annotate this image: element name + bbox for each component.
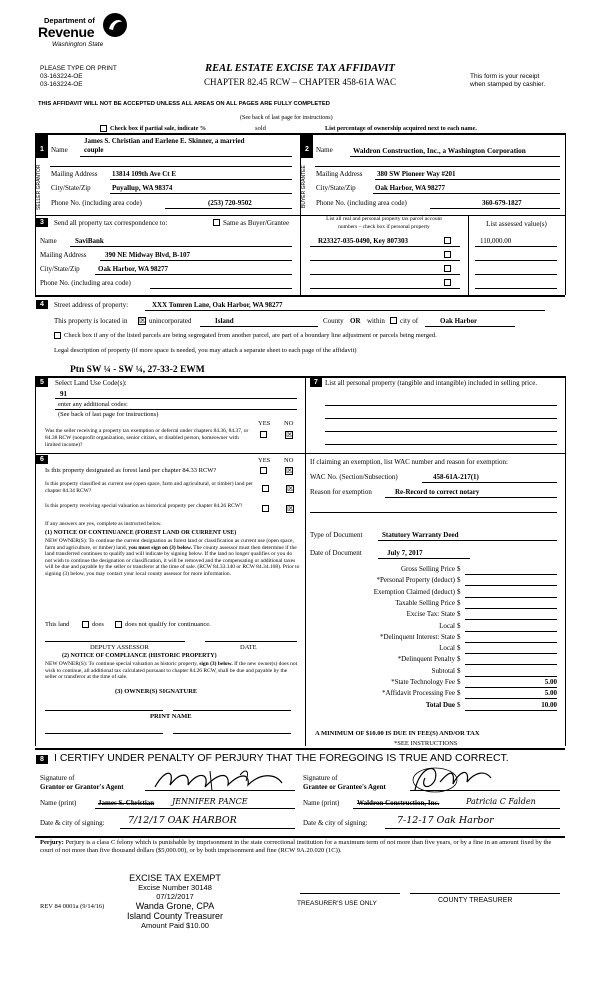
notice1-body1: NEW OWNER(S): To continue the current designation as forest land or classification as current use (open space, farm and agriculture, or timber) land, <box>45 538 294 551</box>
sec6-q3-yes-checkbox[interactable] <box>262 505 269 512</box>
section-2-marker: 2 <box>301 134 313 158</box>
reason-value[interactable]: Re-Record to correct notary <box>395 488 480 496</box>
within-label: within <box>367 317 385 325</box>
sec6-q2: Is this property classified as current use (open space, farm and agricultural, or timber) land per chapter 84.34 RCW? <box>45 481 253 494</box>
form-revision: REV 84 0001a (9/14/16) <box>40 903 105 910</box>
sec6-yes-header: YES <box>258 457 271 464</box>
see-instructions-note: *SEE INSTRUCTIONS <box>394 740 458 747</box>
stamp-number: Excise Number 30148 <box>138 883 212 892</box>
tax-line-label: Total Due <box>425 700 455 709</box>
print-name-label: PRINT NAME <box>150 713 192 720</box>
form-code-1: 03-163224-OE <box>40 73 83 80</box>
segregated-checkbox[interactable] <box>54 332 61 339</box>
buyer-city[interactable]: Oak Harbor, WA 98277 <box>375 184 446 192</box>
ownership-note: List percentage of ownership acquired next to each name. <box>325 125 477 132</box>
grantor-sig-label-1: Signature of <box>40 774 75 782</box>
legal-desc-label: Legal description of property (if more space is needed, you may attach a separate sheet to each page of the affidavit) <box>54 347 357 354</box>
street-address[interactable]: XXX Tomren Lane, Oak Harbor, WA 98277 <box>152 301 283 309</box>
assessed-value[interactable]: 110,000.00 <box>480 237 512 245</box>
stamp-title: EXCISE TAX EXEMPT <box>129 873 221 883</box>
dor-logo <box>38 10 128 56</box>
doc-date-label: Date of Document <box>310 549 362 557</box>
sec6-no-header: NO <box>284 457 294 464</box>
reason-label: Reason for exemption <box>310 488 372 496</box>
perjury-text: Perjury is a class C felony which is punishable by imprisonment in the state correctional institution for a maximum term of not more than five years, or by a fine in an amount fixed by the court of not more than five thousand dollars ($5,000.00), or by both imprisonment and fine (RCW 9A.20.020 (1C)). <box>40 839 552 854</box>
parcel-header-2: numbers – check box if personal property <box>338 224 430 230</box>
stamp-amount: Amount Paid $10.00 <box>141 921 209 930</box>
corr-city-label: City/State/Zip <box>40 265 80 273</box>
tax-line-underline <box>465 597 557 598</box>
notice2-body <box>45 661 300 681</box>
grantee-signature <box>395 760 505 794</box>
section-3-marker: 3 <box>36 218 48 227</box>
partial-sale-label: Check box if partial sale, indicate % <box>110 125 207 132</box>
tax-line-label: *Personal Property (deduct) <box>376 576 455 585</box>
corr-mailing[interactable]: 390 NE Midway Blvd, B-107 <box>105 251 190 259</box>
tax-line <box>305 644 565 654</box>
land-use-see-back: (See back of last page for instructions) <box>58 411 159 418</box>
seller-city-label: City/State/Zip <box>51 184 91 192</box>
doc-type-label: Type of Document <box>310 531 363 539</box>
buyer-side-label: BUYER GRANTEE <box>301 165 307 209</box>
section-1-marker: 1 <box>36 134 48 158</box>
grantor-sig-label-2: Grantor or Grantor's Agent <box>40 783 124 791</box>
tax-line-dollar: $ <box>457 632 461 641</box>
city-value[interactable]: Oak Harbor <box>440 317 478 325</box>
sec6-q1-no-checkbox[interactable]: ☒ <box>286 466 294 475</box>
tax-line <box>305 701 565 711</box>
parcel-4-personal-checkbox[interactable] <box>444 279 451 286</box>
grantor-signature <box>150 767 290 793</box>
grantee-sig-label-2: Grantee or Grantee's Agent <box>303 783 386 791</box>
tax-line-underline <box>465 676 557 677</box>
tax-line-dollar: $ <box>457 700 461 709</box>
sec6-q3: Is this property receiving special valuation as historical property per chapter 84.26 RCW? <box>45 503 243 509</box>
seller-phone-label: Phone No. (including area code) <box>51 199 142 207</box>
land-use-code[interactable]: 91 <box>60 390 67 398</box>
city-of-label: city of <box>400 317 419 325</box>
sec5-q1-no-checkbox[interactable]: ☒ <box>286 430 294 439</box>
tax-line <box>305 689 565 699</box>
receipt-note-1: This form is your receipt <box>470 73 540 80</box>
grantor-name-print[interactable]: James S. Christian <box>98 799 155 807</box>
segregated-label: Check box if any of the listed parcels are being segregated from another parcel, are part of a boundary line adjustment or parcels being merged. <box>64 332 437 339</box>
tax-line-underline <box>465 710 557 711</box>
tax-line-dollar: $ <box>457 666 461 675</box>
assessed-header: List assessed value(s) <box>486 220 547 228</box>
tax-line <box>305 610 565 620</box>
certify-statement: I CERTIFY UNDER PENALTY OF PERJURY THAT THE FOREGOING IS TRUE AND CORRECT. <box>54 752 509 764</box>
tax-line-underline <box>465 631 557 632</box>
personal-property-label: List all personal property (tangible and intangible) included in selling price. <box>325 379 538 387</box>
sec6-q3-no-checkbox[interactable]: ☒ <box>287 504 295 513</box>
tax-line-label: Local <box>439 644 455 653</box>
notice2-title: (2) NOTICE OF COMPLIANCE (HISTORIC PROPERTY) <box>62 653 217 659</box>
tax-line-label: Taxable Selling Price <box>395 598 455 607</box>
buyer-name-label: Name <box>316 146 333 154</box>
tax-line-label: Exemption Claimed (deduct) <box>373 587 455 596</box>
tax-line-dollar: $ <box>457 587 461 596</box>
seller-name-label: Name <box>51 146 68 154</box>
corr-mailing-label: Mailing Address <box>40 251 87 259</box>
buyer-mailing[interactable]: 380 SW Pioneer Way #201 <box>377 170 456 178</box>
treasurer-use-label: TREASURER'S USE ONLY <box>297 900 377 907</box>
located-label: This property is located in <box>54 317 128 325</box>
does-not-label: does not qualify for continuance. <box>125 621 211 628</box>
this-land-label: This land <box>45 621 70 628</box>
sec5-no-header: NO <box>284 420 294 427</box>
section-5-marker: 5 <box>36 378 48 387</box>
does-label: does <box>92 621 104 628</box>
wac-label: WAC No. (Section/Subsection) <box>310 473 398 481</box>
tax-line-dollar: $ <box>457 610 461 619</box>
tax-line-value[interactable]: 5.00 <box>544 678 557 686</box>
buyer-phone-label: Phone No. (including area code) <box>316 199 407 207</box>
notice1-title: (1) NOTICE OF CONTINUANCE (FOREST LAND OR CURRENT USE) <box>45 530 237 536</box>
county-treasurer-label: COUNTY TREASURER <box>438 897 513 904</box>
logo-line3: Washington State <box>52 41 104 48</box>
tax-line <box>305 667 565 677</box>
tax-line-underline <box>465 653 557 654</box>
tax-line <box>305 633 565 643</box>
tax-line-label: *Affidavit Processing Fee <box>382 689 455 698</box>
tax-line-value[interactable]: 5.00 <box>544 689 557 698</box>
tax-line-dollar: $ <box>457 678 461 686</box>
grantor-name-handwritten: JENNIFER PANCE <box>172 797 248 806</box>
seller-mailing[interactable]: 13814 109th Ave Ct E <box>112 170 177 178</box>
notice1-body <box>45 538 300 577</box>
tax-line-label: Gross Selling Price <box>400 565 455 573</box>
tax-line-dollar: $ <box>457 644 461 653</box>
tax-line-label: Local <box>439 621 455 630</box>
logo-line2: Revenue <box>38 24 95 40</box>
notice2-body1: NEW OWNER(S): To continue special valuation as historic property, <box>45 661 198 667</box>
doc-type-value[interactable]: Statutory Warranty Deed <box>382 531 459 539</box>
seller-city[interactable]: Puyallup, WA 98374 <box>112 184 173 192</box>
tax-line-underline <box>465 698 557 699</box>
perjury-statement <box>40 839 565 855</box>
does-not-checkbox[interactable] <box>115 621 122 628</box>
buyer-mailing-label: Mailing Address <box>316 170 363 178</box>
corr-phone-label: Phone No. (including area code) <box>40 279 131 287</box>
notice1-body2: The county assessor must then determine if the land transferred continues to qualify and will indicate by signing below. If the land no longer qualifies or you do not wish to continue the designation or classification, it will be removed and the compensating or additional taxes will be due and payable by the seller or transferor at the time of sale. (RCW 84.33.140 or RCW 84.34.108). Prior to signing (3) below, you may contact your local county assessor for more information. <box>45 544 300 577</box>
tax-line-underline <box>465 664 557 665</box>
wac-value[interactable]: 458-61A-217(1) <box>433 473 479 481</box>
perjury-label: Perjury: <box>40 839 64 846</box>
tax-line <box>305 599 565 609</box>
logo-line1: Department of <box>44 16 95 25</box>
stamp-date: 07/12/2017 <box>156 892 194 901</box>
section-8-marker: 8 <box>36 755 48 764</box>
section-7-marker: 7 <box>310 378 322 387</box>
buyer-city-label: City/State/Zip <box>316 184 356 192</box>
form-subtitle: CHAPTER 82.45 RCW – CHAPTER 458-61A WAC <box>204 77 396 87</box>
tax-line-dollar: $ <box>457 689 461 698</box>
minimum-fee-note: A MINIMUM OF $10.00 IS DUE IN FEE(S) AND/OR TAX <box>315 730 480 737</box>
tax-line-label: Excise Tax: State <box>406 610 455 619</box>
tax-line <box>305 622 565 632</box>
see-back-note: (See back of last page for instructions) <box>240 115 333 121</box>
street-label: Street address of property: <box>54 301 129 309</box>
tax-line-underline <box>465 608 557 609</box>
grantee-name-print[interactable]: Waldron Construction, Inc. <box>357 799 440 807</box>
tax-line-dollar: $ <box>457 655 461 664</box>
legal-description[interactable]: Ptn SW ¼ - SW ¼, 27-33-2 EWM <box>70 365 205 375</box>
corr-name-label: Name <box>40 237 57 245</box>
tax-line-underline <box>465 642 557 643</box>
tax-line-label: *Delinquent Penalty <box>397 655 455 664</box>
city-checkbox[interactable] <box>390 317 397 324</box>
exemption-label: If claiming an exemption, list WAC number and reason for exemption: <box>310 458 508 466</box>
excise-stamp <box>110 873 240 930</box>
tax-line-label: *State Technology Fee <box>391 678 455 686</box>
sec6-q1-yes-checkbox[interactable] <box>260 467 267 474</box>
tax-line-label: *Delinquent Interest: State <box>379 632 455 641</box>
stamp-office: Island County Treasurer <box>126 911 224 921</box>
sec6-q1: Is this property designated as forest land per chapter 84.33 RCW? <box>45 467 217 474</box>
tax-line-underline <box>465 619 557 620</box>
owner-signature-label: (3) OWNER(S) SIGNATURE <box>115 688 198 695</box>
stamp-name: Wanda Grone, CPA <box>135 901 215 911</box>
send-correspondence-label: Send all property tax correspondence to: <box>54 219 168 227</box>
section-4-marker: 4 <box>36 300 48 309</box>
corr-name[interactable]: SaviBank <box>75 237 104 245</box>
sec6-q2-no-checkbox[interactable]: ☒ <box>287 484 295 493</box>
tax-line-dollar: $ <box>457 576 461 585</box>
county-value[interactable]: Island <box>215 317 234 325</box>
grantor-name-label: Name (print) <box>40 799 77 807</box>
sec6-q4: If any answers are yes, complete as instructed below. <box>45 521 162 527</box>
corr-city[interactable]: Oak Harbor, WA 98277 <box>98 265 169 273</box>
does-checkbox[interactable] <box>82 621 89 628</box>
additional-codes-label: enter any additional codes: <box>58 401 128 408</box>
partial-sale-checkbox[interactable] <box>100 125 107 132</box>
seller-side-label: SELLER GRANTOR <box>36 164 42 210</box>
notice1-bold: you must sign on (3) below. <box>128 544 192 551</box>
tax-line <box>305 576 565 586</box>
tax-line-dollar: $ <box>457 598 461 607</box>
seller-name-line2[interactable]: couple <box>84 146 104 154</box>
grantee-sig-label-1: Signature of <box>303 774 338 782</box>
same-as-buyer-label: Same as Buyer/Grantee <box>223 219 290 227</box>
parcel-2-personal-checkbox[interactable] <box>444 251 451 258</box>
notice2-bold: sign (3) below. <box>199 661 233 667</box>
warning-text: THIS AFFIDAVIT WILL NOT BE ACCEPTED UNLESS ALL AREAS ON ALL PAGES ARE FULLY COMPLETED <box>38 101 330 107</box>
grantee-date-label: Date & city of signing: <box>303 819 368 827</box>
tax-line-underline <box>465 574 557 575</box>
form-code-2: 03-163224-OE <box>40 81 83 88</box>
sec5-q1-yes-checkbox[interactable] <box>260 431 267 438</box>
grantor-date-label: Date & city of signing: <box>40 819 105 827</box>
doc-date-value[interactable]: July 7, 2017 <box>387 549 423 557</box>
grantee-name-label: Name (print) <box>303 799 340 807</box>
parcel-3-personal-checkbox[interactable] <box>444 265 451 272</box>
seller-mailing-label: Mailing Address <box>51 170 98 178</box>
county-label: County <box>323 317 344 325</box>
buyer-name[interactable]: Waldron Construction, Inc., a Washington Corporation <box>353 146 526 155</box>
parcel-number[interactable]: R23327-035-0490, Key 807303 <box>318 237 409 245</box>
sec6-q2-yes-checkbox[interactable] <box>262 485 269 492</box>
notice2-body2: If the new owner(s) does not wish to continue, all additional tax calculated pursuant to chapter 84.26 RCW, shall be due and payable by the seller or transferor at the time of sale. <box>45 661 298 680</box>
same-as-buyer-checkbox[interactable] <box>213 219 220 226</box>
tax-line-underline <box>465 585 557 586</box>
tax-line <box>305 565 565 575</box>
buyer-phone[interactable]: 360-679-1827 <box>482 199 522 207</box>
parcel-1-personal-checkbox[interactable] <box>444 237 451 244</box>
seller-name-line1[interactable]: James S. Christian and Earlene E. Skinner, a married <box>84 137 245 145</box>
tax-line <box>305 655 565 665</box>
tax-line-value[interactable]: 10.00 <box>541 700 557 709</box>
grantor-date-city[interactable]: 7/12/17 OAK HARBOR <box>128 815 237 826</box>
tax-line-underline <box>465 687 557 688</box>
unincorporated-label: unincorporated <box>149 317 192 325</box>
grantee-name-handwritten: Patricia C Falden <box>466 797 536 806</box>
deputy-assessor-label: DEPUTY ASSESSOR <box>90 644 149 651</box>
receipt-note-2: when stamped by cashier. <box>470 81 546 88</box>
unincorporated-checkbox[interactable]: ☒ <box>139 316 147 325</box>
section-6-marker: 6 <box>36 455 48 464</box>
date-label: DATE <box>240 644 257 651</box>
tax-line <box>305 678 565 688</box>
sec5-yes-header: YES <box>258 420 271 427</box>
or-label: OR <box>350 317 361 325</box>
seller-phone[interactable]: (253) 720-9502 <box>208 199 252 207</box>
type-print-note: PLEASE TYPE OR PRINT <box>40 65 117 72</box>
form-title: REAL ESTATE EXCISE TAX AFFIDAVIT <box>205 63 395 74</box>
grantee-date-city[interactable]: 7-12-17 Oak Harbor <box>397 815 494 826</box>
sec5-q1: Was the seller receiving a property tax exemption or deferral under chapters 84.36, 84.37, or 84.38 RCW (nonprofit organization, senior citizen, or disabled person, homeowner with limited income)? <box>45 428 249 448</box>
tax-line-label: Subtotal <box>431 666 455 675</box>
tax-line-dollar: $ <box>457 621 461 630</box>
land-use-label: Select Land Use Code(s): <box>55 379 127 387</box>
tax-line-dollar: $ <box>457 565 461 573</box>
parcel-header-1: List all real and personal property tax parcel account <box>326 216 442 222</box>
tax-line <box>305 588 565 598</box>
dor-swirl-icon <box>102 12 128 38</box>
sold-label: sold <box>255 125 266 132</box>
